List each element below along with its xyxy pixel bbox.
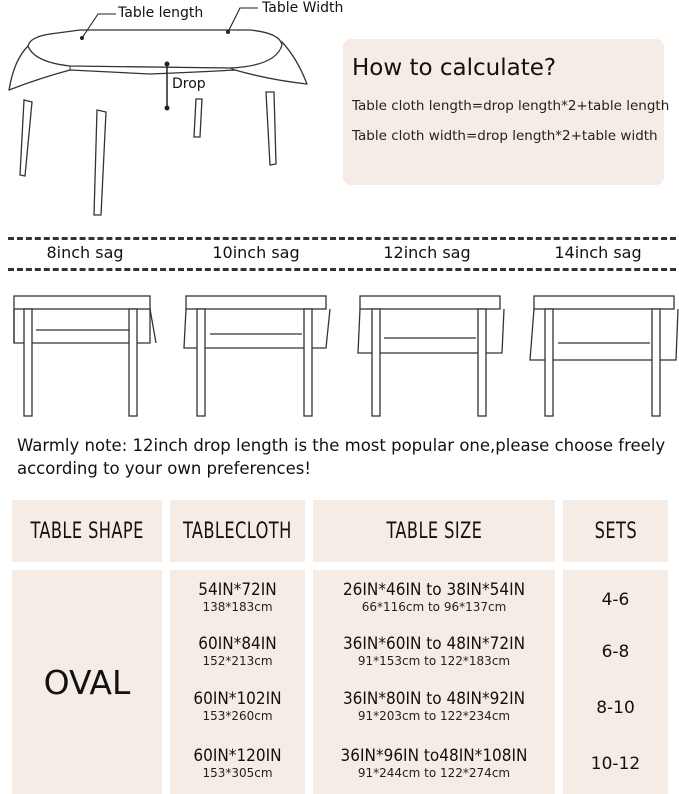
header-label: TABLECLOTH <box>183 518 292 544</box>
drop-label: Drop <box>172 76 206 92</box>
cloth-size-in: 54IN*72IN <box>198 580 277 600</box>
shape-value: OVAL <box>43 662 131 702</box>
shape-cell <box>12 570 162 794</box>
cloth-size-cm: 138*183cm <box>202 600 273 614</box>
table-size-in: 36IN*80IN to 48IN*92IN <box>342 689 526 709</box>
header-label: SETS <box>594 518 637 544</box>
calculation-title: How to calculate? <box>352 55 557 81</box>
divider-top <box>8 237 676 240</box>
sets-value: 8-10 <box>596 698 635 718</box>
cloth-size-cm: 153*305cm <box>202 766 273 780</box>
header-sets <box>563 500 668 562</box>
cloth-size-in: 60IN*120IN <box>193 746 282 766</box>
divider-bottom <box>8 268 676 271</box>
cloth-size-cm: 152*213cm <box>202 654 273 668</box>
table-size-in: 36IN*96IN to48IN*108IN <box>340 746 528 766</box>
table-row <box>170 580 305 614</box>
table-size-in: 36IN*60IN to 48IN*72IN <box>342 634 526 654</box>
table-row <box>170 634 305 668</box>
table-row <box>170 689 305 723</box>
cloth-size-in: 60IN*84IN <box>198 634 277 654</box>
table-row <box>313 580 555 614</box>
table-row <box>170 746 305 780</box>
sag-label-12: 12inch sag <box>383 243 471 262</box>
table-size-in: 26IN*46IN to 38IN*54IN <box>342 580 526 600</box>
header-label: TABLE SIZE <box>386 518 482 544</box>
table-size-cm: 91*203cm to 122*234cm <box>357 709 511 723</box>
sets-value: 6-8 <box>601 642 630 662</box>
table-width-label: Table Width <box>262 0 344 16</box>
table-row <box>313 689 555 723</box>
header-tablecloth <box>170 500 305 562</box>
width-formula: Table cloth width=drop length*2+table width <box>352 128 658 144</box>
table-size-cm: 66*116cm to 96*137cm <box>361 600 507 614</box>
sag-label-10: 10inch sag <box>212 243 300 262</box>
cloth-size-cm: 153*260cm <box>202 709 273 723</box>
header-label: TABLE SHAPE <box>30 518 144 544</box>
table-row <box>313 746 555 780</box>
sets-value: 4-6 <box>601 590 630 610</box>
sag-label-8: 8inch sag <box>46 243 124 262</box>
table-length-label: Table length <box>118 5 204 21</box>
header-table-size <box>313 500 555 562</box>
table-size-cm: 91*153cm to 122*183cm <box>357 654 511 668</box>
header-table-shape <box>12 500 162 562</box>
sets-value: 10-12 <box>590 754 641 774</box>
sag-label-14: 14inch sag <box>554 243 642 262</box>
cloth-size-in: 60IN*102IN <box>193 689 282 709</box>
length-formula: Table cloth length=drop length*2+table length <box>352 98 670 114</box>
table-size-cm: 91*244cm to 122*274cm <box>357 766 511 780</box>
table-row <box>313 634 555 668</box>
warm-note: Warmly note: 12inch drop length is the most popular one,please choose freely according to your own preferences! <box>17 436 666 478</box>
